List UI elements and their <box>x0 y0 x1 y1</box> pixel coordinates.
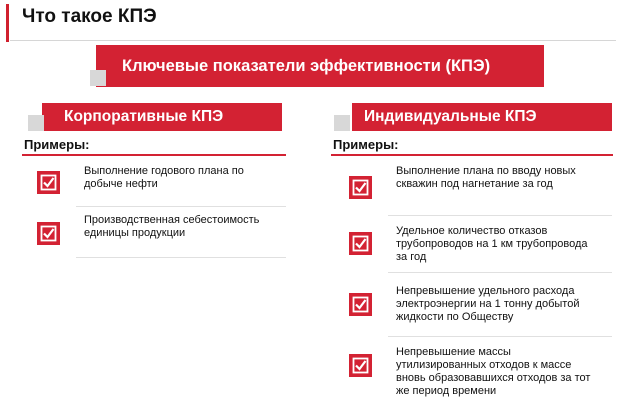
examples-label: Примеры: <box>24 137 90 152</box>
corporate-kpi-item: Производственная себестоимость единицы продукции <box>84 214 260 239</box>
examples-label: Примеры: <box>333 137 399 152</box>
item-divider <box>388 215 612 216</box>
individual-kpi-item: Непревышение удельного расхода электроэнергии на 1 тонну добытой жидкости по Обществу <box>396 285 580 323</box>
examples-underline <box>22 154 286 156</box>
corporate-kpi-header: Корпоративные КПЭ <box>42 103 282 131</box>
corporate-kpi-item: Выполнение годового плана по добыче нефти <box>84 165 244 190</box>
examples-underline <box>331 154 613 156</box>
checked-box-icon <box>349 232 372 255</box>
page-title: Что такое КПЭ <box>22 6 157 27</box>
title-accent-bar <box>6 4 9 42</box>
individual-kpi-item: Удельное количество отказов трубопроводов на 1 км трубопровода за год <box>396 225 588 263</box>
individual-kpi-item: Выполнение плана по вводу новых скважин под нагнетание за год <box>396 165 576 190</box>
individual-kpi-item: Непревышение массы утилизированных отходов к массе вновь образовавшихся отходов за тот же период времени <box>396 346 591 397</box>
item-divider <box>388 336 612 337</box>
gray-square-icon <box>28 115 44 131</box>
gray-square-icon <box>90 70 106 86</box>
checked-box-icon <box>37 171 60 194</box>
item-divider <box>76 257 286 258</box>
individual-kpi-header: Индивидуальные КПЭ <box>352 103 612 131</box>
checked-box-icon <box>37 222 60 245</box>
gray-square-icon <box>334 115 350 131</box>
kpi-banner: Ключевые показатели эффективности (КПЭ) <box>96 45 544 87</box>
checked-box-icon <box>349 354 372 377</box>
checked-box-icon <box>349 176 372 199</box>
checked-box-icon <box>349 293 372 316</box>
item-divider <box>76 206 286 207</box>
item-divider <box>388 272 612 273</box>
title-divider <box>10 40 616 41</box>
